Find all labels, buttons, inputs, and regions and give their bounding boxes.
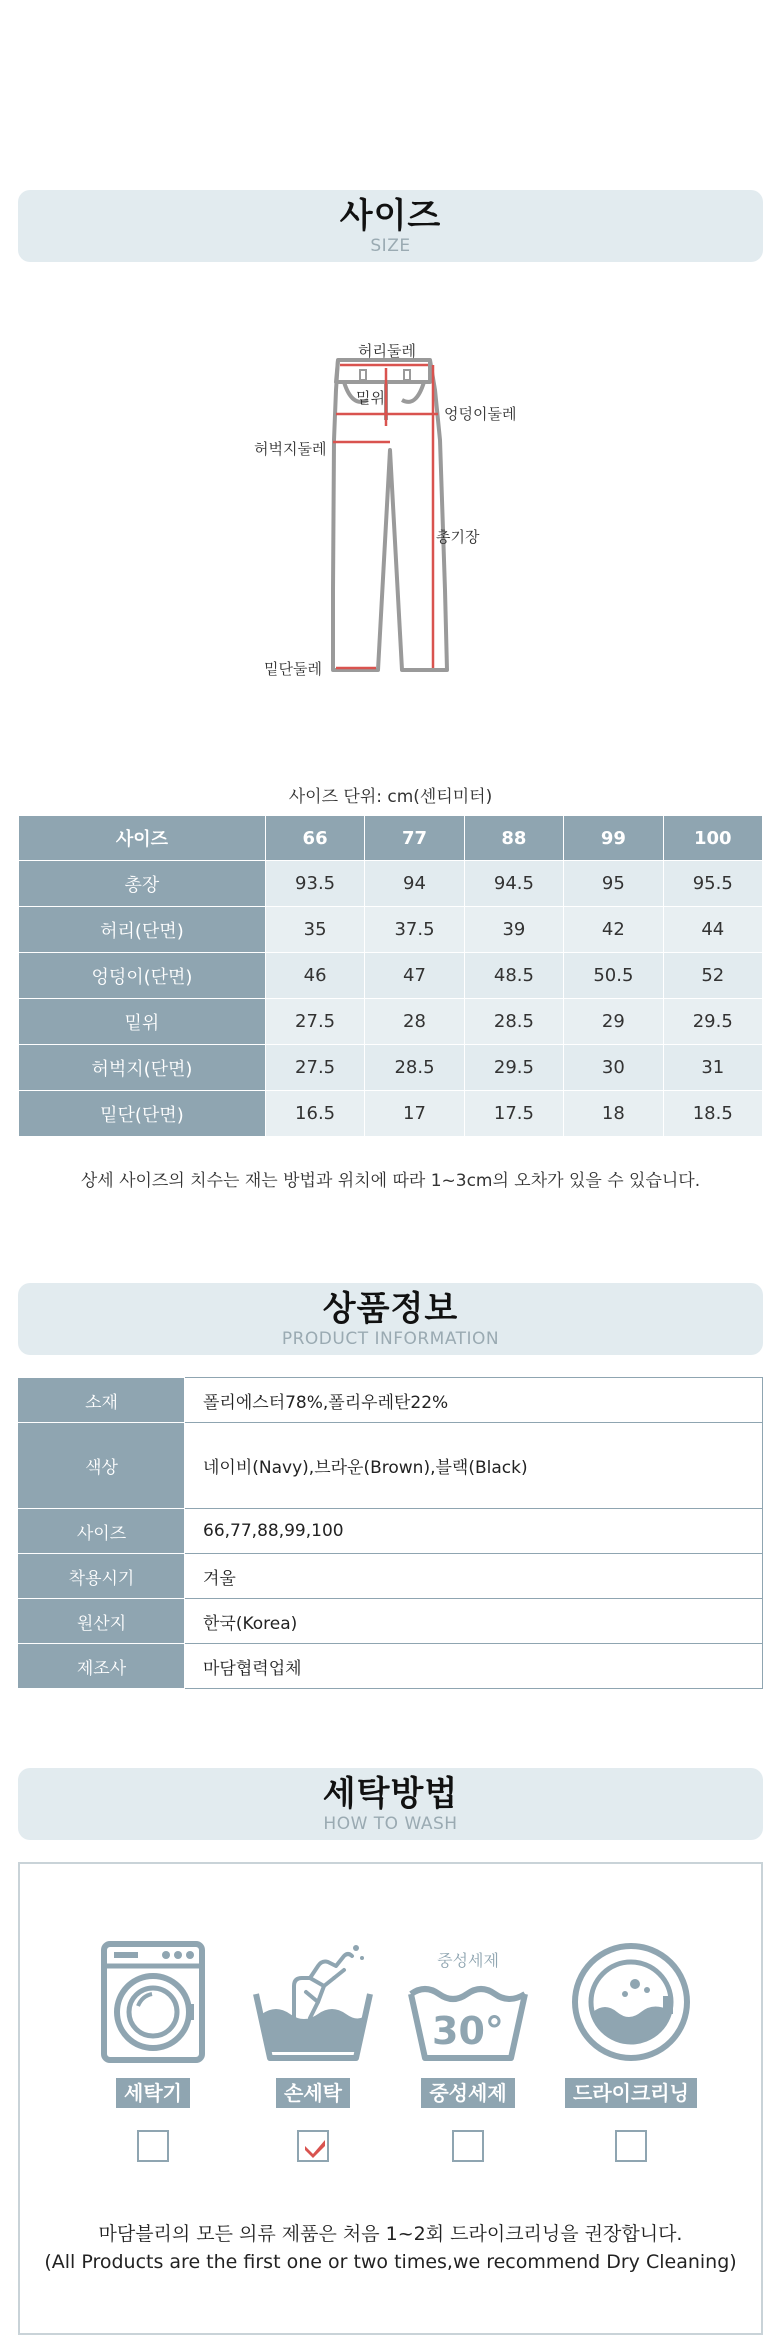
table-cell: 48.5: [464, 953, 563, 999]
row-label: 허벅지(단면): [19, 1045, 266, 1091]
wash-item-detergent: [393, 1940, 543, 2162]
table-cell: 18: [564, 1091, 663, 1137]
wash-label-dry-clean: 드라이크리닝: [565, 2078, 697, 2108]
info-key: 소재: [19, 1378, 185, 1423]
info-key: 제조사: [19, 1644, 185, 1689]
wash-label-hand: 손세탁: [276, 2078, 350, 2108]
info-value: 겨울: [185, 1554, 763, 1599]
table-row: [19, 1091, 763, 1137]
info-section-header: [18, 1283, 763, 1355]
wash-section-header: [18, 1768, 763, 1840]
wash-note-korean: 마담블리의 모든 의류 제품은 처음 1~2회 드라이크리닝을 권장합니다.: [98, 2223, 683, 2245]
table-row: [19, 1644, 763, 1689]
washing-machine-icon: [100, 1940, 206, 2064]
info-value: 폴리에스터78%,폴리우레탄22%: [185, 1378, 763, 1423]
info-subtitle: PRODUCT INFORMATION: [281, 1329, 500, 1349]
info-key: 색상: [19, 1423, 185, 1509]
wash-label-detergent: 중성세제: [421, 2078, 514, 2108]
table-row: [19, 1378, 763, 1423]
table-row: [19, 1423, 763, 1509]
table-cell: 44: [663, 907, 762, 953]
table-cell: 28.5: [464, 999, 563, 1045]
table-cell: 95.5: [663, 861, 762, 907]
table-cell: 37.5: [365, 907, 464, 953]
size-header-cell: 66: [265, 816, 364, 861]
hand-wash-icon: [248, 1940, 378, 2064]
size-footnote: 상세 사이즈의 치수는 재는 방법과 위치에 따라 1~3cm의 오차가 있을 수 있습니다.: [80, 1171, 701, 1191]
check-icon: [303, 2136, 327, 2160]
table-cell: 93.5: [265, 861, 364, 907]
size-header-cell: 77: [365, 816, 464, 861]
size-title: 사이즈: [339, 196, 442, 236]
table-cell: 52: [663, 953, 762, 999]
table-row: [19, 1599, 763, 1644]
table-row: [19, 999, 763, 1045]
table-cell: 29.5: [464, 1045, 563, 1091]
table-cell: 16.5: [265, 1091, 364, 1137]
pants-size-diagram: [240, 330, 540, 690]
table-cell: 46: [265, 953, 364, 999]
info-value: 한국(Korea): [185, 1599, 763, 1644]
checkbox-hand: [297, 2130, 329, 2162]
wash-item-machine: [78, 1940, 228, 2162]
wash-item-dry-clean: [556, 1940, 706, 2162]
table-row: [19, 1554, 763, 1599]
dry-cleaning-icon: [569, 1940, 693, 2064]
table-cell: 94.5: [464, 861, 563, 907]
label-thigh: 허벅지둘레: [254, 440, 327, 458]
wash-note-english: (All Products are the first one or two times,we recommend Dry Cleaning): [44, 2251, 737, 2273]
row-label: 총장: [19, 861, 266, 907]
info-key: 착용시기: [19, 1554, 185, 1599]
checkbox-dry-clean: [615, 2130, 647, 2162]
table-cell: 18.5: [663, 1091, 762, 1137]
table-cell: 29: [564, 999, 663, 1045]
info-key: 원산지: [19, 1599, 185, 1644]
size-unit-note: 사이즈 단위: cm(센티미터): [288, 787, 493, 807]
table-cell: 17: [365, 1091, 464, 1137]
table-cell: 31: [663, 1045, 762, 1091]
table-row: [19, 907, 763, 953]
info-value: 66,77,88,99,100: [185, 1509, 763, 1554]
detergent-icon-text: 중성세제: [437, 1951, 499, 1970]
wash-subtitle: HOW TO WASH: [323, 1814, 458, 1834]
table-cell: 47: [365, 953, 464, 999]
table-row: [19, 953, 763, 999]
table-cell: 27.5: [265, 1045, 364, 1091]
size-table: [18, 815, 763, 1137]
table-cell: 27.5: [265, 999, 364, 1045]
table-cell: 29.5: [663, 999, 762, 1045]
info-value: 마담협력업체: [185, 1644, 763, 1689]
product-info-table: [18, 1377, 763, 1689]
size-subtitle: SIZE: [370, 236, 411, 256]
wash-instructions-box: [18, 1862, 763, 2335]
wash-note: [20, 2220, 761, 2276]
label-hip: 엉덩이둘레: [444, 405, 517, 423]
row-label: 엉덩이(단면): [19, 953, 266, 999]
label-hem: 밑단둘레: [264, 660, 322, 678]
size-section-header: [18, 190, 763, 262]
size-header-cell: 99: [564, 816, 663, 861]
checkbox-detergent: [452, 2130, 484, 2162]
row-label: 허리(단면): [19, 907, 266, 953]
wash-title: 세탁방법: [322, 1774, 459, 1814]
label-length: 총기장: [436, 528, 480, 546]
table-cell: 94: [365, 861, 464, 907]
row-label: 밑위: [19, 999, 266, 1045]
neutral-detergent-icon: [403, 1940, 533, 2064]
table-cell: 17.5: [464, 1091, 563, 1137]
table-cell: 30: [564, 1045, 663, 1091]
info-title: 상품정보: [322, 1289, 459, 1329]
table-cell: 28: [365, 999, 464, 1045]
table-cell: 35: [265, 907, 364, 953]
size-header-cell: 사이즈: [19, 816, 266, 861]
size-table-header-row: [19, 816, 763, 861]
size-header-cell: 100: [663, 816, 762, 861]
table-cell: 28.5: [365, 1045, 464, 1091]
table-row: [19, 1509, 763, 1554]
info-key: 사이즈: [19, 1509, 185, 1554]
table-cell: 50.5: [564, 953, 663, 999]
table-row: [19, 1045, 763, 1091]
temperature-text: 30°: [432, 2009, 504, 2053]
table-cell: 95: [564, 861, 663, 907]
checkbox-machine: [137, 2130, 169, 2162]
table-cell: 39: [464, 907, 563, 953]
row-label: 밑단(단면): [19, 1091, 266, 1137]
label-rise: 밑위: [356, 389, 385, 407]
wash-item-hand: [238, 1940, 388, 2162]
info-value: 네이비(Navy),브라운(Brown),블랙(Black): [185, 1423, 763, 1509]
pants-illustration: [240, 330, 540, 690]
table-cell: 42: [564, 907, 663, 953]
size-header-cell: 88: [464, 816, 563, 861]
table-row: [19, 861, 763, 907]
wash-label-machine: 세탁기: [116, 2078, 190, 2108]
label-waist: 허리둘레: [358, 342, 416, 360]
